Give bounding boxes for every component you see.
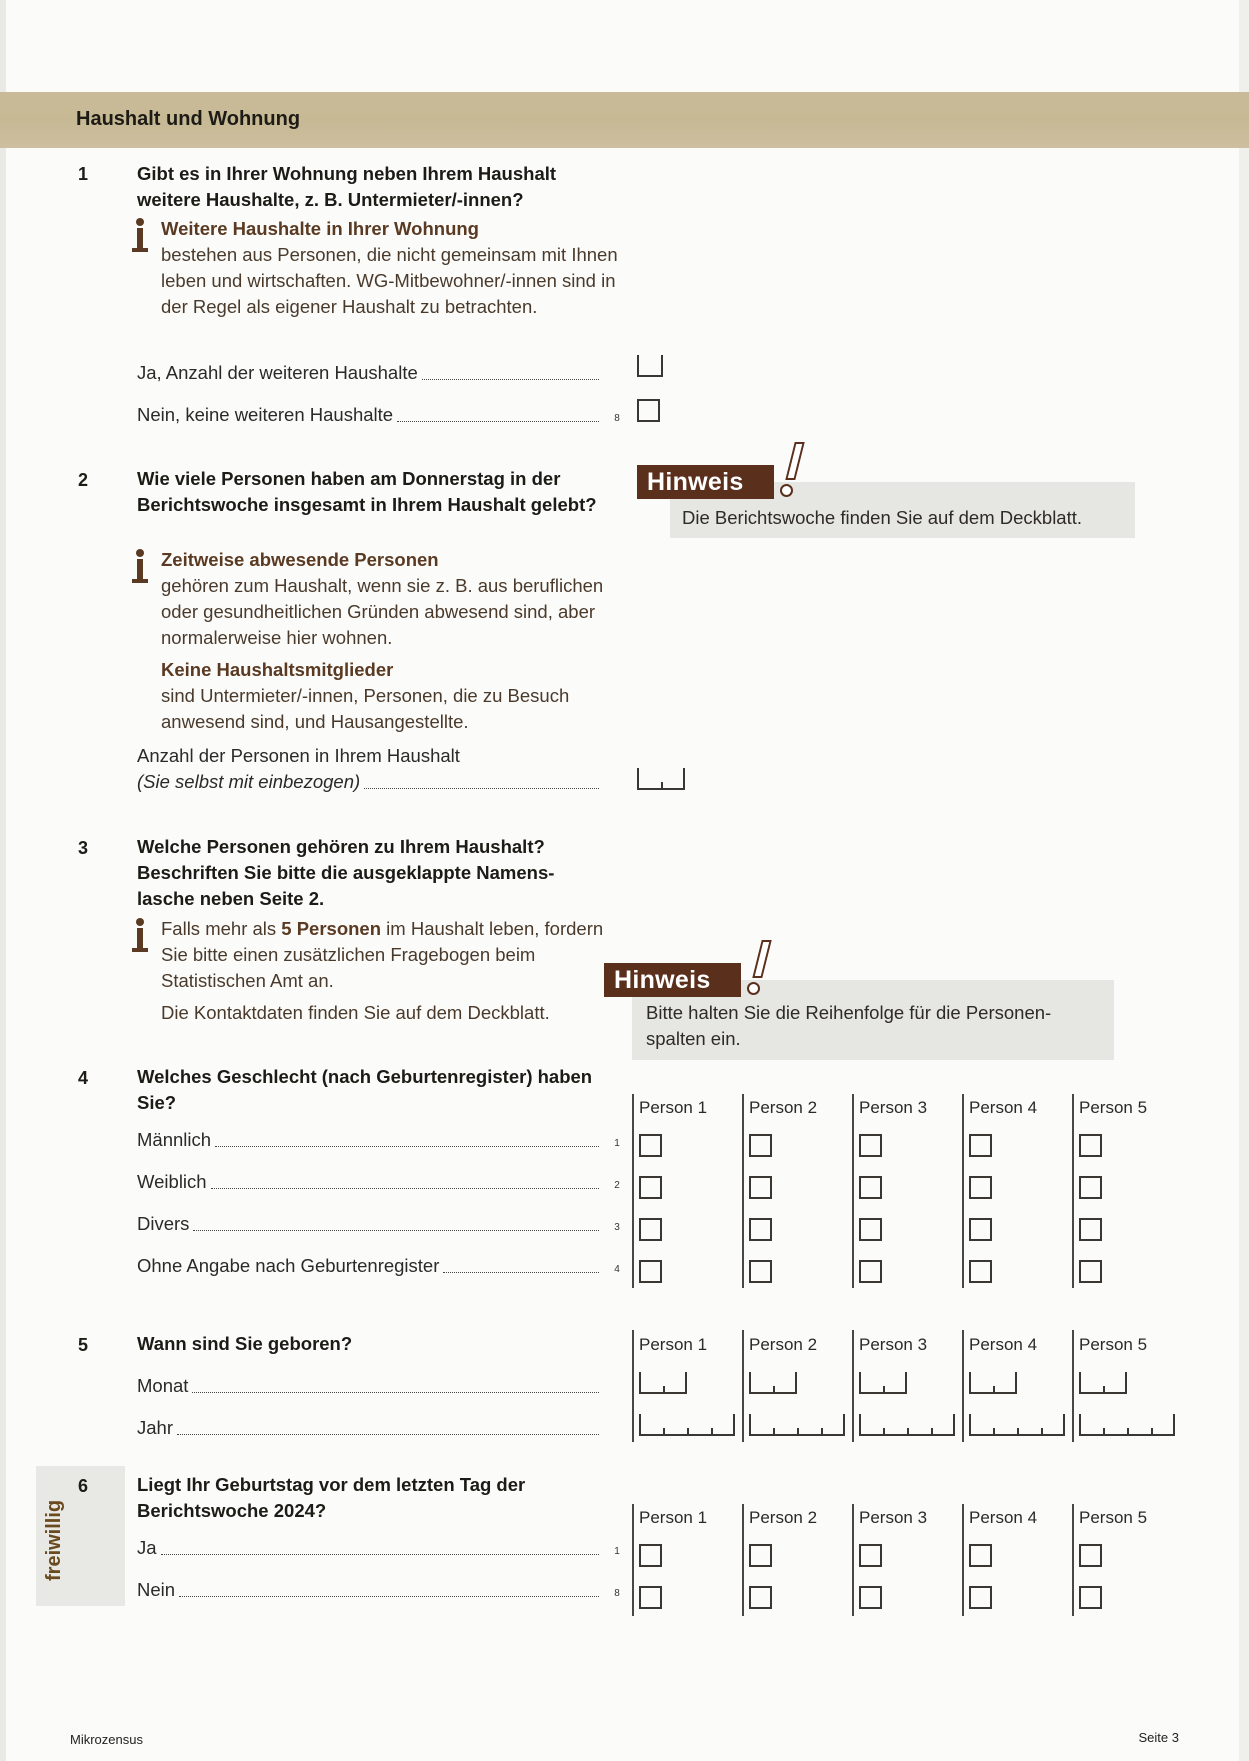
question-text: Wie viele Personen haben am Donnerstag in der Berichtswoche insgesamt in Ihrem Haushalt gelebt? <box>137 468 597 515</box>
option-label: Ja, Anzahl der weiteren Haushalte <box>137 362 418 383</box>
person-column-header: Person 5 <box>1079 1098 1148 1117</box>
info-heading: Zeitweise abwesende Personen <box>161 549 439 570</box>
question-number: 2 <box>78 470 89 490</box>
month-input-p2[interactable] <box>749 1372 797 1394</box>
checkbox-p4-weiblich[interactable] <box>969 1176 992 1199</box>
person-column-header: Person 4 <box>969 1098 1038 1117</box>
option-row <box>137 770 599 794</box>
question-text: Gibt es in Ihrer Wohnung neben Ihrem Haushalt weitere Haushalte, z. B. Untermieter/-innen? <box>137 163 557 210</box>
leader-dots <box>177 1434 599 1435</box>
checkbox-p1-weiblich[interactable] <box>639 1176 662 1199</box>
answer-code: 1 <box>614 1138 620 1149</box>
year-input-p4[interactable] <box>969 1414 1065 1436</box>
person-column-header: Person 1 <box>639 1098 708 1117</box>
field-label: Jahr <box>137 1417 173 1438</box>
checkbox-p5-weiblich[interactable] <box>1079 1176 1102 1199</box>
answer-code: 8 <box>614 1588 620 1599</box>
option-row <box>137 361 599 385</box>
checkbox-p1-nein[interactable] <box>639 1586 662 1609</box>
checkbox-p3-divers[interactable] <box>859 1218 882 1241</box>
info-bold: 5 Personen <box>281 918 382 939</box>
page-edge <box>1239 0 1249 1761</box>
question-number: 5 <box>78 1335 89 1355</box>
optional-tag: freiwillig <box>43 1499 65 1581</box>
person-column-header: Person 1 <box>639 1335 708 1354</box>
section-title: Haushalt und Wohnung <box>76 108 301 130</box>
checkbox-p2-divers[interactable] <box>749 1218 772 1241</box>
checkbox-p4-maennlich[interactable] <box>969 1134 992 1157</box>
field-label: Monat <box>137 1375 189 1396</box>
footer-survey-name: Mikrozensus <box>70 1732 143 1747</box>
leader-dots <box>422 379 599 380</box>
question-number: 1 <box>78 164 89 184</box>
person-column-header: Person 2 <box>749 1098 818 1117</box>
option-row <box>137 1254 599 1278</box>
person-column-header: Person 4 <box>969 1335 1038 1354</box>
checkbox-nein[interactable] <box>637 399 660 422</box>
option-label: Weiblich <box>137 1171 207 1192</box>
option-row <box>137 403 599 427</box>
question-text: Liegt Ihr Geburtstag vor dem letzten Tag der Berichtswoche 2024? <box>137 1474 526 1521</box>
checkbox-p3-ohne-angabe[interactable] <box>859 1260 882 1283</box>
checkbox-p5-maennlich[interactable] <box>1079 1134 1102 1157</box>
leader-dots <box>211 1188 599 1189</box>
checkbox-p1-ohne-angabe[interactable] <box>639 1260 662 1283</box>
checkbox-p1-ja[interactable] <box>639 1544 662 1567</box>
answer-code: 1 <box>614 1546 620 1557</box>
number-entry-box[interactable] <box>637 355 663 377</box>
checkbox-p2-maennlich[interactable] <box>749 1134 772 1157</box>
person-column-header: Person 2 <box>749 1335 818 1354</box>
checkbox-p4-ja[interactable] <box>969 1544 992 1567</box>
hinweis-text: Die Berichtswoche finden Sie auf dem Deckblatt. <box>682 507 1083 528</box>
leader-dots <box>443 1272 599 1273</box>
answer-label: Anzahl der Personen in Ihrem Haushalt <box>137 745 460 766</box>
year-input-p2[interactable] <box>749 1414 845 1436</box>
year-input-p3[interactable] <box>859 1414 955 1436</box>
person-column-header: Person 3 <box>859 1098 928 1117</box>
question-number: 3 <box>78 838 89 858</box>
info-block <box>132 916 622 1026</box>
info-icon <box>132 549 148 589</box>
checkbox-p2-ohne-angabe[interactable] <box>749 1260 772 1283</box>
month-input-p5[interactable] <box>1079 1372 1127 1394</box>
person-column-header: Person 5 <box>1079 1508 1148 1527</box>
checkbox-p2-weiblich[interactable] <box>749 1176 772 1199</box>
leader-dots <box>215 1146 599 1147</box>
option-row <box>137 1128 599 1152</box>
option-row <box>137 1536 599 1560</box>
answer-code: 4 <box>614 1264 620 1275</box>
info-heading: Weitere Haushalte in Ihrer Wohnung <box>161 218 479 239</box>
info-block <box>132 216 622 320</box>
leader-dots <box>179 1596 599 1597</box>
checkbox-p2-nein[interactable] <box>749 1586 772 1609</box>
checkbox-p4-nein[interactable] <box>969 1586 992 1609</box>
info-heading: Keine Haushaltsmitglieder <box>161 659 394 680</box>
checkbox-p1-divers[interactable] <box>639 1218 662 1241</box>
leader-dots <box>193 1230 599 1231</box>
footer-page-number: Seite 3 <box>1138 1730 1179 1745</box>
question-number: 4 <box>78 1068 89 1088</box>
hinweis-label-text: Hinweis <box>647 468 744 496</box>
option-row <box>137 1212 599 1236</box>
option-label: Ohne Angabe nach Geburtenregister <box>137 1255 440 1276</box>
checkbox-p3-maennlich[interactable] <box>859 1134 882 1157</box>
person-column-header: Person 3 <box>859 1335 928 1354</box>
checkbox-p4-ohne-angabe[interactable] <box>969 1260 992 1283</box>
question-text: Welche Personen gehören zu Ihrem Haushalt? Beschriften Sie bitte die ausgeklappte Namens-lasche neben Seite 2. <box>137 836 555 909</box>
info-text: im Haushalt leben, fordern Sie bitte einen zusätzlichen Fragebogen beim Statistischen Amt an. <box>161 918 604 991</box>
option-label: (Sie selbst mit einbezogen) <box>137 771 361 792</box>
answer-code: 8 <box>614 413 620 424</box>
person-column-header: Person 2 <box>749 1508 818 1527</box>
checkbox-p5-ja[interactable] <box>1079 1544 1102 1567</box>
option-row <box>137 1374 599 1398</box>
person-column-header: Person 3 <box>859 1508 928 1527</box>
month-input-p3[interactable] <box>859 1372 907 1394</box>
answer-code: 2 <box>614 1180 620 1191</box>
checkbox-p3-nein[interactable] <box>859 1586 882 1609</box>
year-input-p5[interactable] <box>1079 1414 1175 1436</box>
info-text: Falls mehr als <box>161 918 282 939</box>
checkbox-p5-ohne-angabe[interactable] <box>1079 1260 1102 1283</box>
info-icon <box>132 918 148 958</box>
hinweis-label-text: Hinweis <box>614 966 711 994</box>
option-label: Nein, keine weiteren Haushalte <box>137 404 394 425</box>
month-input-p4[interactable] <box>969 1372 1017 1394</box>
checkbox-p2-ja[interactable] <box>749 1544 772 1567</box>
person-column-header: Person 5 <box>1079 1335 1148 1354</box>
exclamation-icon <box>776 442 806 502</box>
checkbox-p4-divers[interactable] <box>969 1218 992 1241</box>
option-row <box>137 1578 599 1602</box>
info-text: gehören zum Haushalt, wenn sie z. B. aus beruflichen oder gesundheitlichen Gründen abwesend sind, aber normalerweise hier wohnen. <box>161 575 604 648</box>
leader-dots <box>161 1554 599 1555</box>
month-input-p1[interactable] <box>639 1372 687 1394</box>
option-label: Nein <box>137 1579 176 1600</box>
checkbox-p1-maennlich[interactable] <box>639 1134 662 1157</box>
leader-dots <box>364 788 599 789</box>
info-text: bestehen aus Personen, die nicht gemeinsam mit Ihnen leben und wirtschaften. WG-Mitbewohner/-innen sind in der Regel als eigener Haushalt zu betrachten. <box>161 244 618 317</box>
checkbox-p3-weiblich[interactable] <box>859 1176 882 1199</box>
question-number: 6 <box>78 1476 89 1496</box>
leader-dots <box>192 1392 599 1393</box>
option-label: Ja <box>137 1537 157 1558</box>
question-text: Welches Geschlecht (nach Geburtenregister) haben Sie? <box>137 1066 593 1113</box>
info-icon <box>132 218 148 258</box>
year-input-p1[interactable] <box>639 1414 735 1436</box>
person-column-header: Person 4 <box>969 1508 1038 1527</box>
hinweis-label <box>637 465 774 499</box>
persons-count-box[interactable] <box>637 768 685 790</box>
exclamation-icon <box>743 940 773 1000</box>
checkbox-p3-ja[interactable] <box>859 1544 882 1567</box>
person-column-header: Person 1 <box>639 1508 708 1527</box>
question-text: Wann sind Sie geboren? <box>137 1333 353 1354</box>
hinweis-label <box>604 963 741 997</box>
page-edge <box>0 0 6 1761</box>
option-row <box>137 1170 599 1194</box>
answer-code: 3 <box>614 1222 620 1233</box>
checkbox-p5-divers[interactable] <box>1079 1218 1102 1241</box>
option-row <box>137 1416 599 1440</box>
option-label: Divers <box>137 1213 190 1234</box>
option-label: Männlich <box>137 1129 212 1150</box>
checkbox-p5-nein[interactable] <box>1079 1586 1102 1609</box>
info-text: sind Untermieter/-innen, Personen, die zu Besuch anwesend sind, und Hausangestellte. <box>161 685 570 732</box>
info-block <box>132 547 622 735</box>
info-extra: Die Kontaktdaten finden Sie auf dem Deckblatt. <box>161 1002 550 1023</box>
hinweis-text: Bitte halten Sie die Reihenfolge für die Personen-spalten ein. <box>646 1002 1052 1049</box>
leader-dots <box>397 421 599 422</box>
